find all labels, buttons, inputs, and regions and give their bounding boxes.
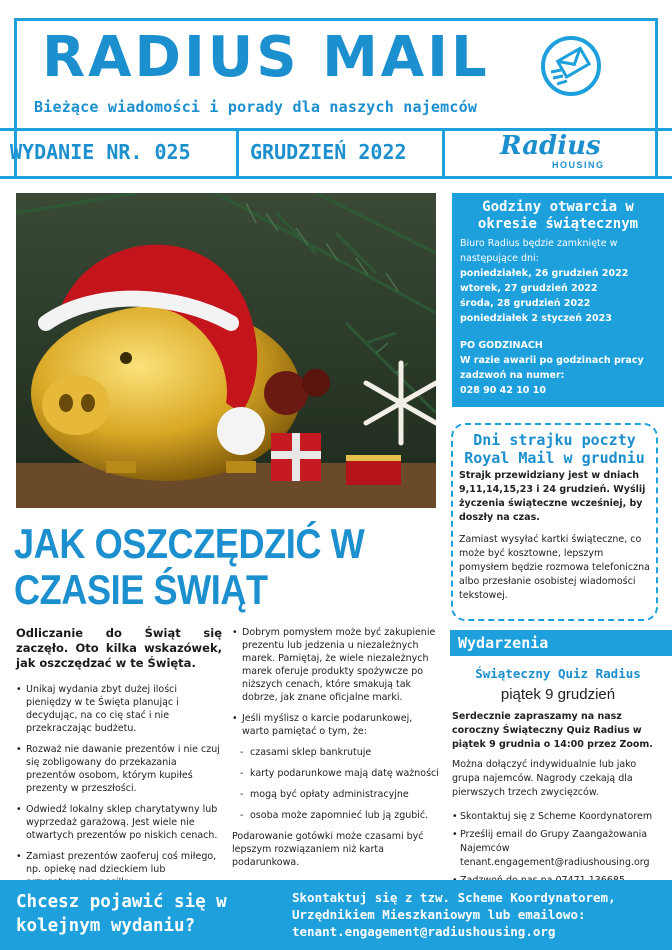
tip-item: • Odwiedź lokalny sklep charytatywny lub wyprzedaż garażową. Jest wiele nie otwartych prezentów po niskich cenach. (16, 803, 222, 842)
article-column-1 (16, 626, 222, 897)
contact-item: • Prześlij email do Grupy Zaangażowania Najemców tenant.engagement@radiushousing.org (452, 828, 664, 870)
tips-list (232, 626, 440, 822)
tip-item: • Jeśli myślisz o karcie podarunkowej, warto pamiętać o tym, że: (232, 712, 440, 738)
footer-banner (0, 880, 672, 950)
strike-advice-text: Zamiast wysyłać kartki świąteczne, co może być kosztowne, lepszym pomysłem będzie rozmowa telefoniczna albo przesłanie osobistej wiadomości tekstowej. (459, 534, 650, 601)
royal-mail-strike-box (451, 423, 658, 621)
headline-line: JAK OSZCZĘDZIĆ W (14, 520, 365, 567)
closed-date: poniedziałek 2 styczeń 2023 (460, 313, 612, 324)
contact-list (452, 810, 664, 888)
opening-hours-intro: Biuro Radius będzie zamknięte w następujące dni: (460, 238, 618, 264)
quiz-info: Można dołączyć indywidualnie lub jako grupa najemców. Nagrody czekają dla pierwszych trzech zwycięzców. (452, 759, 637, 798)
newsletter-title: RADIUS MAIL (42, 25, 490, 90)
masthead (0, 0, 672, 188)
radius-housing-logo (500, 132, 610, 174)
after-hours-text: W razie awarii po godzinach pracy zadzwoń na numer: (460, 355, 644, 381)
strike-heading: Dni strajku poczty Royal Mail w grudniu (464, 431, 645, 467)
divider (442, 128, 445, 179)
article-headline (14, 521, 375, 613)
contact-item: • Skontaktuj się z Scheme Koordynatorem (452, 810, 664, 824)
article-column-2 (232, 626, 440, 869)
edition-month: GRUDZIEŃ 2022 (250, 140, 407, 164)
tip-item: • Unikaj wydania zbyt dużej ilości pieniędzy w te Święta planując i decydując, na co cię stać i nie przekraczając budżetu. (16, 683, 222, 735)
tip-item: • Dobrym pomysłem może być zakupienie prezentu lub jedzenia u niezależnych marek. Pamiętaj, że wiele niezależnych marek oferuje produkty spożywcze po niższych cenach, które smakują tak dobrze, jak znane oficjalne marki. (232, 626, 440, 704)
piggy-bank-illustration (16, 193, 436, 508)
closed-date: środa, 28 grudzień 2022 (460, 298, 591, 309)
quiz-invite: Serdecznie zapraszamy na nasz coroczny Świąteczny Quiz Radius w piątek 9 grudnia o 14:00 przez Zoom. (452, 711, 653, 750)
footer-contact: Skontaktuj się z tzw. Scheme Koordynatorem, Urzędnikiem Mieszkaniowym lub emailowo: tenant.engagement@radiushousing.org (292, 890, 616, 939)
after-hours-title: PO GODZINACH (460, 340, 543, 351)
gift-card-note: - karty podarunkowe mają datę ważności (232, 767, 440, 780)
divider (655, 128, 658, 179)
opening-hours-box (452, 193, 664, 407)
events-heading: Wydarzenia (450, 630, 672, 656)
mail-envelope-icon (539, 34, 603, 98)
divider (0, 176, 672, 179)
tips-list (16, 683, 222, 889)
closed-date: poniedziałek, 26 grudzień 2022 (460, 268, 629, 279)
article-closing: Podarowanie gotówki może czasami być lepszym rozwiązaniem niż karta podarunkowa. (232, 831, 424, 868)
logo-main-text: Radius (500, 131, 601, 161)
gift-card-note: - czasami sklep bankrutuje (232, 746, 440, 759)
footer-cta: Chcesz pojawić się w kolejnym wydaniu? (16, 892, 227, 936)
divider (236, 128, 239, 179)
edition-number: WYDANIE NR. 025 (10, 140, 191, 164)
newsletter-subtitle: Bieżące wiadomości i porady dla naszych najemców (34, 98, 478, 116)
quiz-title: Świąteczny Quiz Radius (475, 666, 641, 681)
tip-item: • Rozważ nie dawanie prezentów i nie czuj się zobligowany do przekazania prezentów osobom, którym kupiłeś prezenty w przeszłości. (16, 743, 222, 795)
headline-line: CZASIE ŚWIĄT (14, 566, 268, 613)
events-section (452, 664, 664, 892)
gift-card-note: - mogą być opłaty administracyjne (232, 788, 440, 801)
opening-hours-heading: Godziny otwarcia w okresie świątecznym (477, 199, 639, 232)
closed-date: wtorek, 27 grudzień 2022 (460, 283, 598, 294)
emergency-phone: 028 90 42 10 10 (460, 385, 546, 396)
strike-dates-text: Strajk przewidziany jest w dniach 9,11,14,15,23 i 24 grudzień. Wyślij życzenia świąteczne wcześniej, by doszły na czas. (459, 470, 646, 523)
piggy-bank-photo (16, 193, 436, 508)
logo-sub-text: HOUSING (552, 160, 605, 170)
gift-card-note: - osoba może zapomnieć lub ją zgubić. (232, 809, 440, 822)
tip-item: • Zamiast prezentów zaoferuj coś miłego, np. opiekę nad dzieckiem lub (16, 850, 222, 889)
quiz-date: piątek 9 grudzień (500, 686, 616, 703)
article-lead: Odliczanie do Świąt się zaczęło. Oto kilka wskazówek, jak oszczędzać w te Święta. (16, 626, 222, 670)
